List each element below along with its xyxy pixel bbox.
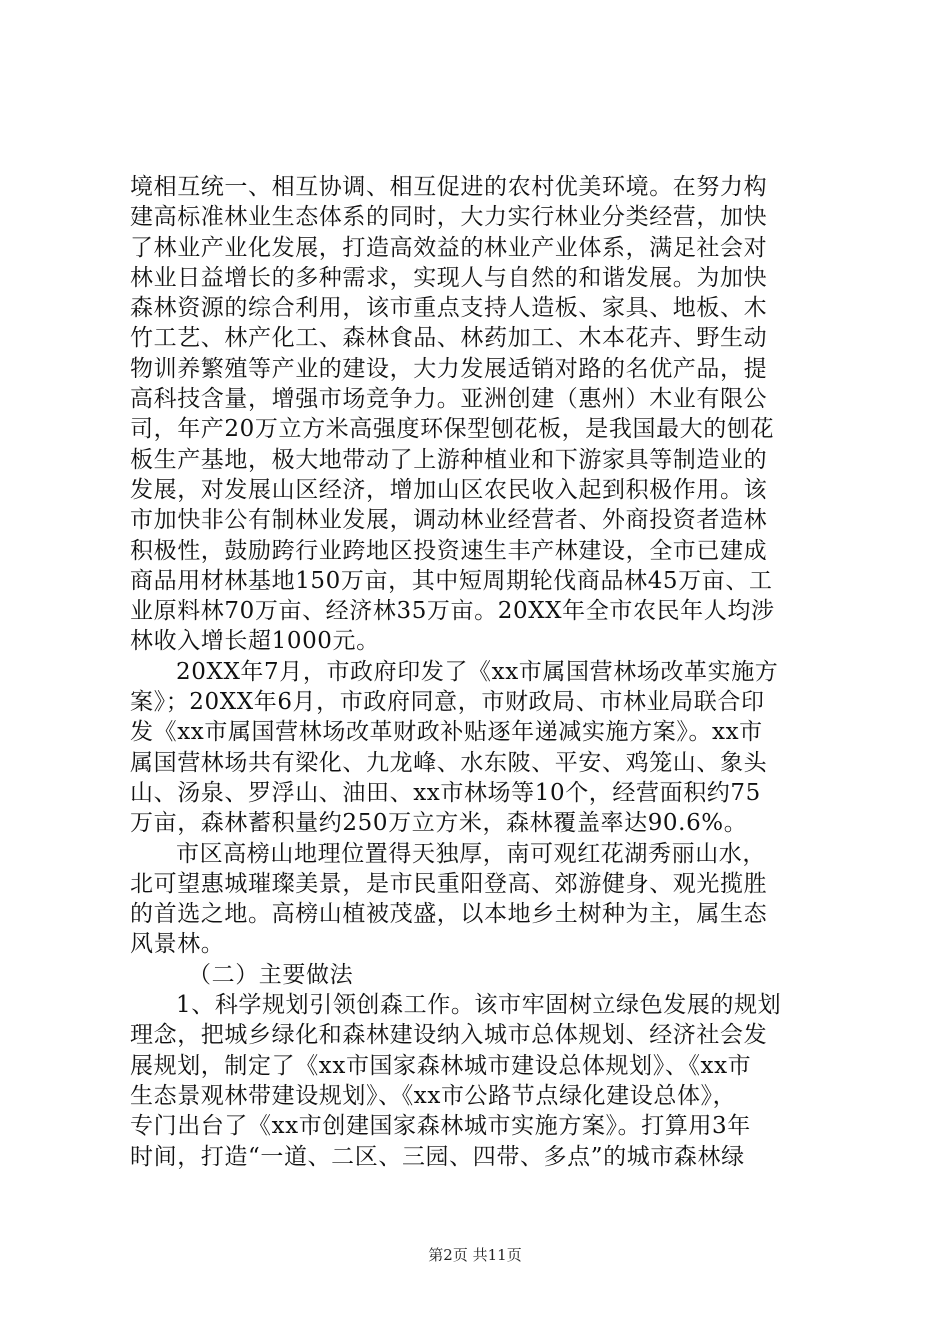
section-heading: （二）主要做法 [188,961,354,988]
text-line: 展规划，制定了《xx市国家森林城市建设总体规划》、《xx市 [130,1052,752,1079]
text-line: 风景林。 [130,931,225,958]
text-line: 市加快非公有制林业发展，调动林业经营者、外商投资者造林 [130,507,768,534]
text-line: 板生产基地，极大地带动了上游种植业和下游家具等制造业的 [130,446,768,473]
text-line: 境相互统一、相互协调、相互促进的农村优美环境。在努力构 [130,174,768,200]
text-line: 时间，打造“一道、二区、三园、四带、多点”的城市森林绿 [130,1143,745,1170]
text-line: 山、汤泉、罗浮山、油田、xx市林场等10个，经营面积约75 [130,779,761,806]
text-line: 林业日益增长的多种需求，实现人与自然的和谐发展。为加快 [130,264,768,291]
text-line: 市区高榜山地理位置得天独厚，南可观红花湖秀丽山水， [176,840,766,867]
text-line: 万亩，森林蓄积量约250万立方米，森林覆盖率达90.6%。 [130,810,748,837]
text-line: 高科技含量，增强市场竞争力。亚洲创建（惠州）木业有限公 [130,386,768,413]
page-number-footer: 第2页 共11页 [428,1246,522,1264]
text-line: 了林业产业化发展，打造高效益的林业产业体系，满足社会对 [130,234,768,261]
text-line: 林收入增长超1000元。 [130,628,380,655]
text-line: 理念，把城乡绿化和森林建设纳入城市总体规划、经济社会发 [130,1022,768,1049]
text-line: 商品用材林基地150万亩，其中短周期轮伐商品林45万亩、工 [130,567,773,594]
text-line: 积极性，鼓励跨行业跨地区投资速生丰产林建设，全市已建成 [130,537,768,564]
text-line: 北可望惠城璀璨美景，是市民重阳登高、郊游健身、观光揽胜 [130,870,768,897]
text-line: 建高标准林业生态体系的同时，大力实行林业分类经营，加快 [130,204,768,231]
paragraph-planning [130,990,830,1172]
text-line: 竹工艺、林产化工、森林食品、林药加工、木本花卉、野生动 [130,325,768,352]
text-line: 案》；20XX年6月，市政府同意，市财政局、市林业局联合印 [130,689,765,716]
paragraph-gaobang-mountain [130,839,830,960]
text-line: 发《xx市属国营林场改革财政补贴逐年递减实施方案》。xx市 [130,719,763,746]
text-line: 1、科学规划引领创森工作。该市牢固树立绿色发展的规划 [176,992,782,1019]
text-line: 森林资源的综合利用，该市重点支持人造板、家具、地板、木 [130,295,768,322]
text-line: 属国营林场共有梁化、九龙峰、水东陂、平安、鸡笼山、象头 [130,749,768,776]
text-line: 业原料林70万亩、经济林35万亩。20XX年全市农民年人均涉 [130,598,775,625]
text-line: 20XX年7月，市政府印发了《xx市属国营林场改革实施方 [176,658,779,685]
text-line: 的首选之地。高榜山植被茂盛，以本地乡土树种为主，属生态 [130,901,768,928]
paragraph-forest-farm-reform [130,657,830,839]
text-line: 生态景观林带建设规划》、《xx市公路节点绿化建设总体》， [130,1082,737,1109]
text-line: 司，年产20万立方米高强度环保型刨花板，是我国最大的刨花 [130,416,775,443]
text-line: 发展，对发展山区经济，增加山区农民收入起到积极作用。该 [130,476,768,503]
paragraph-rural-environment [130,172,830,657]
text-line: 物训养繁殖等产业的建设，大力发展适销对路的名优产品，提 [130,355,768,382]
text-line: 专门出台了《xx市创建国家森林城市实施方案》。打算用3年 [130,1113,751,1140]
document-body [130,172,830,1172]
